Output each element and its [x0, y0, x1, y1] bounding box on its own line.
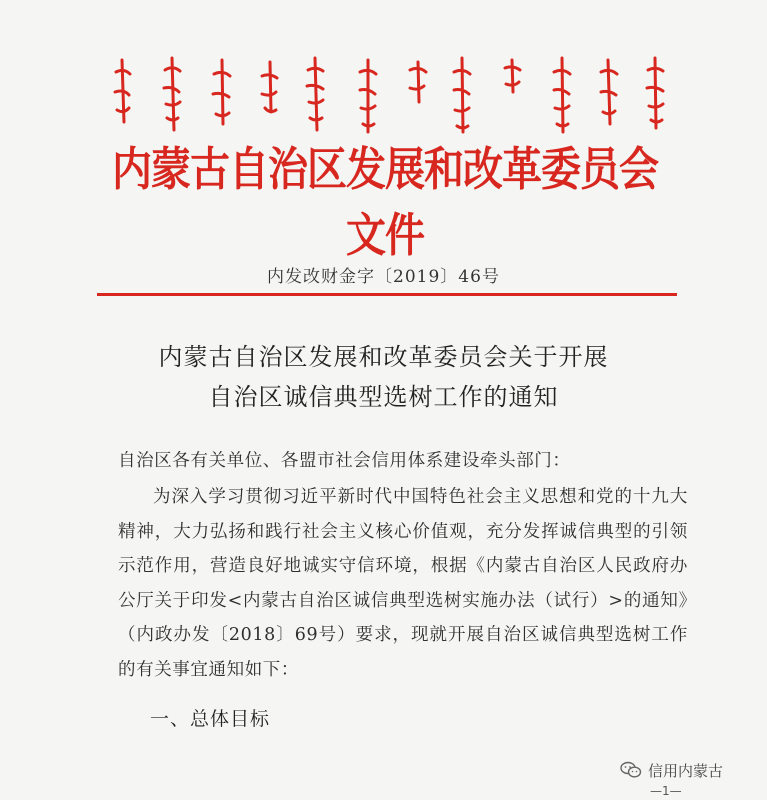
- notice-title-line-2: 自治区诚信典型选树工作的通知: [208, 383, 559, 411]
- mongolian-script-graphic: [110, 52, 670, 137]
- watermark-text: 信用内蒙古: [648, 761, 724, 780]
- page-number: —1—: [650, 784, 682, 798]
- wechat-icon: [620, 761, 642, 779]
- salutation: 自治区各有关单位、各盟市社会信用体系建设牵头部门：: [118, 451, 571, 471]
- mongolian-script-icon: [110, 52, 670, 137]
- notice-title-line-1: 内蒙古自治区发展和改革委员会关于开展: [158, 343, 609, 371]
- issuer-header-title: 内蒙古自治区发展和改革委员会文件: [112, 143, 658, 263]
- document-number: 内发改财金字〔2019〕46号: [267, 267, 500, 287]
- wechat-watermark: [620, 757, 760, 783]
- red-divider-line: [97, 293, 677, 296]
- body-paragraph: 为深入学习贯彻习近平新时代中国特色社会主义思想和党的十九大精神，大力弘扬和践行社会主义核心价值观，充分发挥诚信典型的引领示范作用，营造良好地诚实守信环境，根据《内蒙古自治区人民政府办公厅关于印发<内蒙古自治区诚信典型选树实施办法（试行）>的通知》（内政办发〔2018〕69号）要求，现就开展自治区诚信典型选树工作的有关事宜通知如下：: [118, 487, 688, 680]
- body-paragraph-container: [118, 480, 688, 687]
- section-heading-1: 一、总体目标: [150, 708, 271, 730]
